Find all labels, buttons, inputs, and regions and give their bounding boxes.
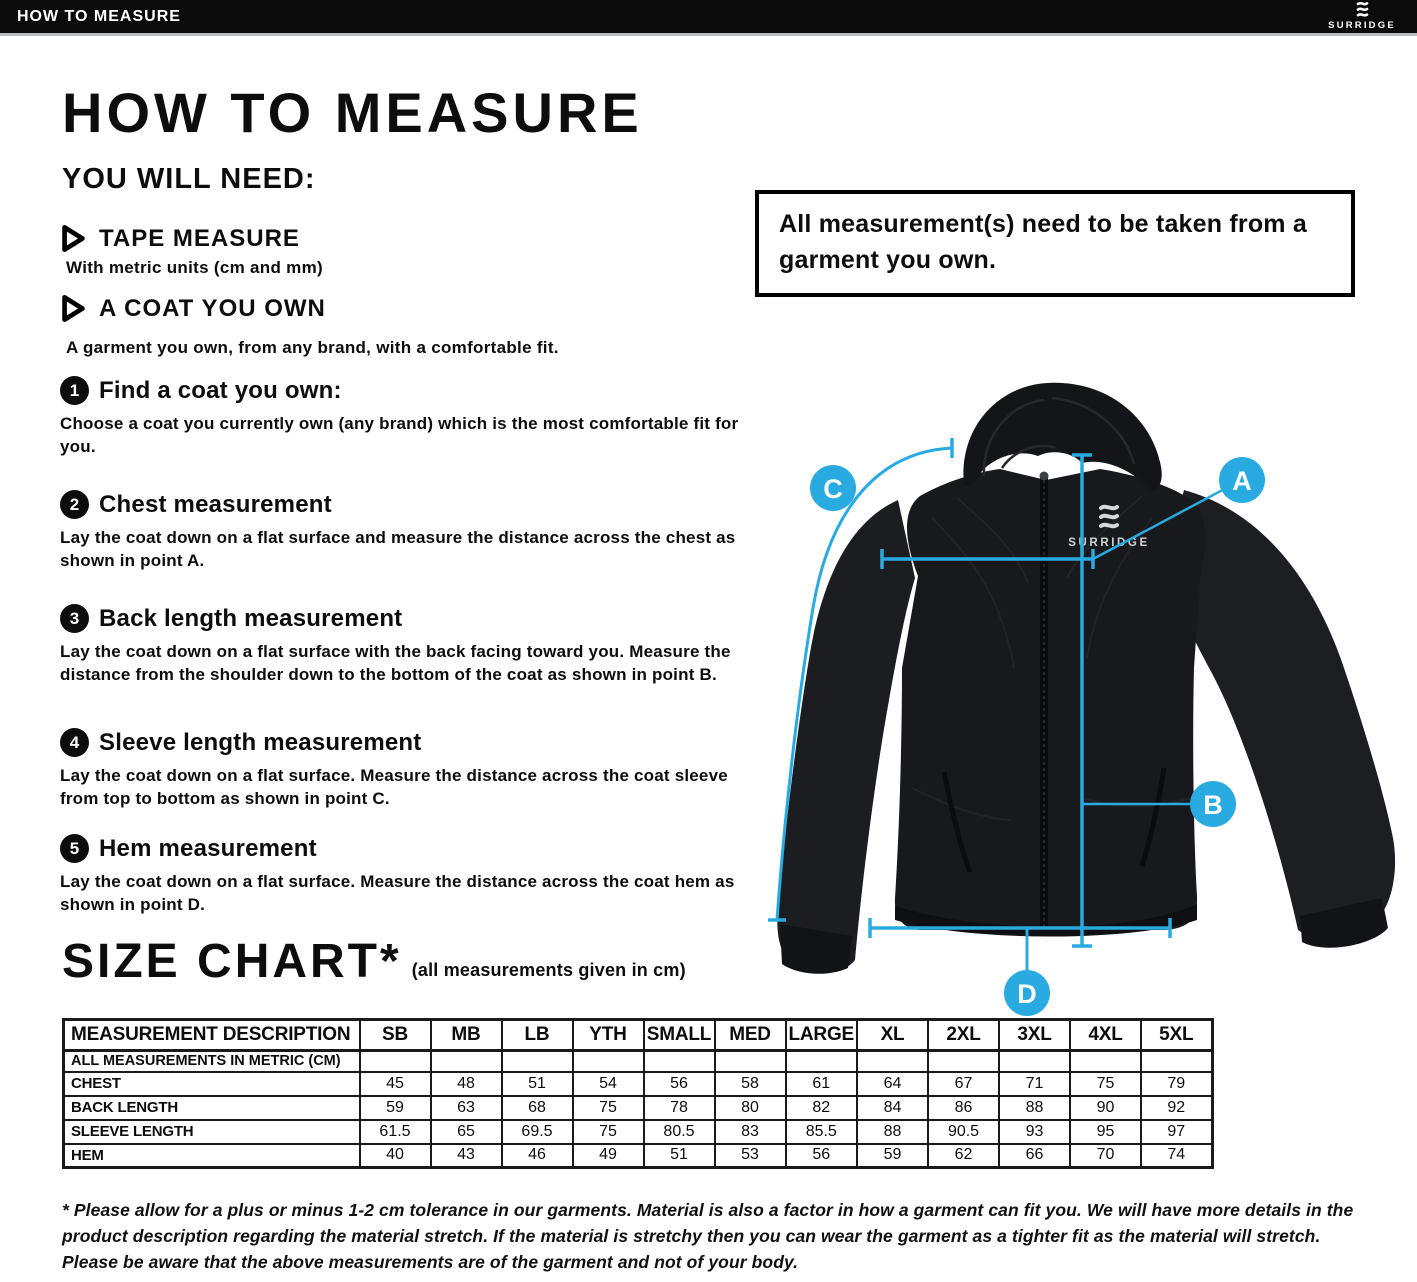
step-3 [60, 604, 750, 686]
cell-value [431, 1051, 502, 1072]
measurement-description-header: MEASUREMENT DESCRIPTION [64, 1020, 360, 1051]
step-body: Lay the coat down on a flat surface. Measure the distance across the coat sleeve from top to bottom as shown in point C. [60, 766, 728, 808]
row-label: ALL MEASUREMENTS IN METRIC (CM) [64, 1051, 360, 1072]
size-column-header: 3XL [999, 1020, 1070, 1051]
table-row [64, 1096, 1213, 1120]
cell-value: 48 [431, 1072, 502, 1096]
measurement-note-box: All measurement(s) need to be taken from a garment you own. [755, 190, 1355, 297]
cell-value: 71 [999, 1072, 1070, 1096]
size-column-header: LB [502, 1020, 573, 1051]
cell-value: 80 [715, 1096, 786, 1120]
cell-value [360, 1051, 431, 1072]
size-column-header: 5XL [1141, 1020, 1212, 1051]
row-label: CHEST [64, 1072, 360, 1096]
size-chart-heading [62, 935, 686, 988]
need-item-coat [60, 294, 326, 323]
size-chart-table-wrap [62, 1018, 1214, 1169]
callout-B [1190, 781, 1236, 827]
size-chart-table [62, 1018, 1214, 1169]
step-title: Sleeve length measurement [99, 728, 422, 756]
cell-value [715, 1051, 786, 1072]
step-2 [60, 490, 750, 572]
cell-value: 84 [857, 1096, 928, 1120]
you-will-need-heading: YOU WILL NEED: [62, 163, 316, 195]
cell-value: 63 [431, 1096, 502, 1120]
svg-text:SURRIDGE: SURRIDGE [1068, 537, 1150, 549]
cell-value: 88 [857, 1120, 928, 1144]
cell-value: 75 [573, 1096, 644, 1120]
cell-value: 46 [502, 1144, 573, 1168]
step-number-badge: 1 [60, 376, 89, 405]
triangle-bullet-icon [60, 224, 87, 253]
cell-value: 75 [573, 1120, 644, 1144]
need-item-tape-measure [60, 224, 300, 253]
svg-text:C: C [823, 474, 843, 504]
table-row [64, 1051, 1213, 1072]
row-label: BACK LENGTH [64, 1096, 360, 1120]
surridge-wordmark [1319, 19, 1405, 30]
cell-value: 51 [502, 1072, 573, 1096]
cell-value: 85.5 [786, 1120, 858, 1144]
top-bar [0, 0, 1417, 33]
size-column-header: LARGE [786, 1020, 858, 1051]
need-label: A COAT YOU OWN [99, 294, 326, 322]
table-header-row [64, 1020, 1213, 1051]
cell-value: 82 [786, 1096, 858, 1120]
cell-value [928, 1051, 999, 1072]
jacket-body [895, 469, 1206, 930]
cell-value: 59 [360, 1096, 431, 1120]
step-body: Lay the coat down on a flat surface and measure the distance across the chest as shown in point A. [60, 528, 736, 570]
cell-value: 88 [999, 1096, 1070, 1120]
cell-value: 79 [1141, 1072, 1212, 1096]
cell-value [999, 1051, 1070, 1072]
size-chart-subtitle: (all measurements given in cm) [411, 960, 686, 980]
cell-value: 93 [999, 1120, 1070, 1144]
cell-value: 61.5 [360, 1120, 431, 1144]
cell-value: 68 [502, 1096, 573, 1120]
topbar-divider [0, 33, 1417, 36]
cell-value: 83 [715, 1120, 786, 1144]
callout-A [1219, 457, 1265, 503]
step-number-badge: 4 [60, 728, 89, 757]
step-4 [60, 728, 750, 810]
page-title: HOW TO MEASURE [62, 81, 643, 144]
cell-value: 69.5 [502, 1120, 573, 1144]
tolerance-footnote: * Please allow for a plus or minus 1-2 cm tolerance in our garments. Material is also a factor in how a garment can fit you. We will have more details in the product description regarding the material stretch. If the material is stretchy then you can wear the garment as a tighter fit as the material will stretch. Please be aware that the above measurements are of the garment and not of your body. [62, 1200, 1354, 1272]
need-label: TAPE MEASURE [99, 224, 300, 252]
step-title: Chest measurement [99, 490, 332, 518]
step-5 [60, 834, 750, 916]
cell-value [857, 1051, 928, 1072]
cell-value: 58 [715, 1072, 786, 1096]
cell-value: 45 [360, 1072, 431, 1096]
cell-value: 53 [715, 1144, 786, 1168]
cell-value: 97 [1141, 1120, 1212, 1144]
svg-text:A: A [1232, 466, 1252, 496]
cell-value: 40 [360, 1144, 431, 1168]
row-label: SLEEVE LENGTH [64, 1120, 360, 1144]
svg-text:SURRIDGE: SURRIDGE [1328, 20, 1396, 30]
step-1 [60, 376, 750, 458]
cell-value: 66 [999, 1144, 1070, 1168]
cell-value: 95 [1070, 1120, 1141, 1144]
cell-value: 80.5 [644, 1120, 715, 1144]
size-column-header: SB [360, 1020, 431, 1051]
surridge-logo [1319, 1, 1405, 30]
cell-value: 90.5 [928, 1120, 999, 1144]
cell-value: 90 [1070, 1096, 1141, 1120]
cell-value: 65 [431, 1120, 502, 1144]
size-column-header: SMALL [644, 1020, 715, 1051]
size-chart-title: SIZE CHART* [62, 935, 402, 988]
need-detail: With metric units (cm and mm) [66, 258, 323, 277]
step-title: Find a coat you own: [99, 376, 342, 404]
cell-value: 64 [857, 1072, 928, 1096]
cell-value [573, 1051, 644, 1072]
cell-value: 70 [1070, 1144, 1141, 1168]
size-column-header: MED [715, 1020, 786, 1051]
cell-value [502, 1051, 573, 1072]
step-title: Back length measurement [99, 604, 403, 632]
cell-value: 43 [431, 1144, 502, 1168]
cell-value [1141, 1051, 1212, 1072]
triangle-bullet-icon [60, 294, 87, 323]
cell-value: 67 [928, 1072, 999, 1096]
topbar-title: HOW TO MEASURE [17, 7, 181, 25]
size-column-header: 4XL [1070, 1020, 1141, 1051]
step-number-badge: 5 [60, 834, 89, 863]
cell-value: 51 [644, 1144, 715, 1168]
cell-value: 56 [786, 1144, 858, 1168]
size-column-header: 2XL [928, 1020, 999, 1051]
step-title: Hem measurement [99, 834, 317, 862]
size-column-header: XL [857, 1020, 928, 1051]
cell-value: 61 [786, 1072, 858, 1096]
cell-value: 92 [1141, 1096, 1212, 1120]
callout-C [810, 465, 856, 511]
size-column-header: YTH [573, 1020, 644, 1051]
step-number-badge: 2 [60, 490, 89, 519]
cell-value [1070, 1051, 1141, 1072]
cell-value: 49 [573, 1144, 644, 1168]
table-row [64, 1144, 1213, 1168]
svg-text:D: D [1017, 979, 1037, 1009]
step-body: Lay the coat down on a flat surface. Measure the distance across the coat hem as shown in point D. [60, 872, 735, 914]
cell-value: 78 [644, 1096, 715, 1120]
table-row [64, 1120, 1213, 1144]
cell-value: 86 [928, 1096, 999, 1120]
cell-value [644, 1051, 715, 1072]
cell-value: 56 [644, 1072, 715, 1096]
cell-value: 59 [857, 1144, 928, 1168]
row-label: HEM [64, 1144, 360, 1168]
surridge-s-icon [1345, 1, 1379, 19]
cell-value: 75 [1070, 1072, 1141, 1096]
cell-value: 54 [573, 1072, 644, 1096]
cell-value: 74 [1141, 1144, 1212, 1168]
cell-value [786, 1051, 858, 1072]
jacket-measurement-diagram [752, 368, 1407, 1033]
cell-value: 62 [928, 1144, 999, 1168]
step-number-badge: 3 [60, 604, 89, 633]
table-row [64, 1072, 1213, 1096]
step-body: Choose a coat you currently own (any brand) which is the most comfortable fit for you. [60, 414, 739, 456]
callout-D [1004, 970, 1050, 1016]
need-detail: A garment you own, from any brand, with a comfortable fit. [66, 338, 559, 357]
jacket-zipper [1040, 472, 1049, 929]
step-body: Lay the coat down on a flat surface with the back facing toward you. Measure the distance from the shoulder down to the bottom of the coat as shown in point B. [60, 642, 731, 684]
svg-text:B: B [1203, 790, 1223, 820]
size-column-header: MB [431, 1020, 502, 1051]
